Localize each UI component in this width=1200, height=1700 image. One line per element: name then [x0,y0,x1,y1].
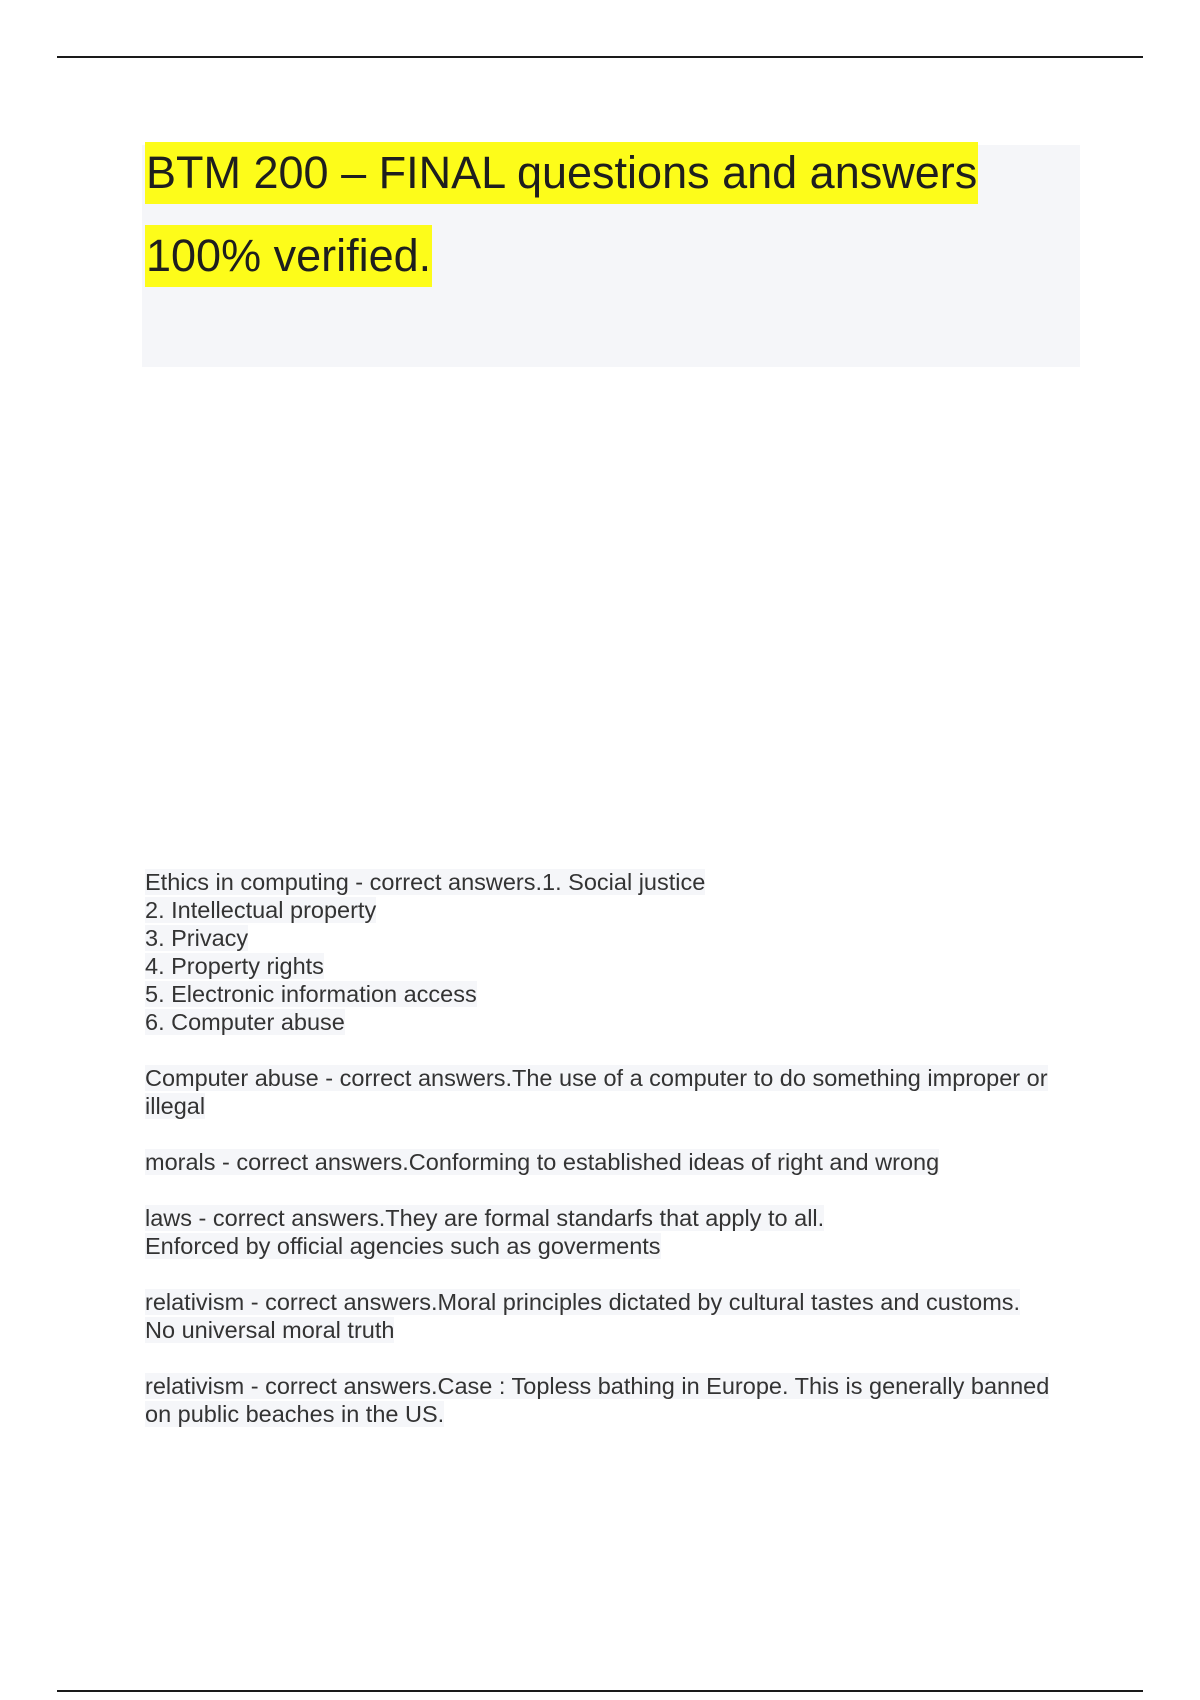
entry-computer-abuse [145,1064,1090,1120]
entry-line: 3. Privacy [145,925,249,951]
entry-relativism-2 [145,1372,1090,1428]
top-rule [57,56,1143,58]
entry-line: 5. Electronic information access [145,981,477,1007]
entry-line: Computer abuse - correct answers.The use of a computer to do something improper or [145,1065,1048,1091]
entry-line: 4. Property rights [145,953,324,979]
document-title-line-1: BTM 200 – FINAL questions and answers [145,142,978,204]
entry-line: Enforced by official agencies such as goverments [145,1233,661,1259]
entry-line: 6. Computer abuse [145,1009,345,1035]
entry-line: laws - correct answers.They are formal standarfs that apply to all. [145,1205,825,1231]
entry-line: relativism - correct answers.Case : Topless bathing in Europe. This is generally banned [145,1373,1050,1399]
entry-line: illegal [145,1093,206,1119]
document-body [145,868,1090,1456]
entry-laws [145,1204,1090,1260]
entry-line: on public beaches in the US. [145,1401,445,1427]
entry-line: 2. Intellectual property [145,897,377,923]
entry-line: No universal moral truth [145,1317,395,1343]
entry-relativism-1 [145,1288,1090,1344]
entry-line: morals - correct answers.Conforming to established ideas of right and wrong [145,1149,940,1175]
entry-ethics-in-computing [145,868,1090,1036]
entry-line: relativism - correct answers.Moral principles dictated by cultural tastes and customs. [145,1289,1021,1315]
entry-morals [145,1148,1090,1176]
entry-line: Ethics in computing - correct answers.1. Social justice [145,869,706,895]
document-title-line-2: 100% verified. [145,225,432,287]
bottom-rule [57,1690,1143,1692]
